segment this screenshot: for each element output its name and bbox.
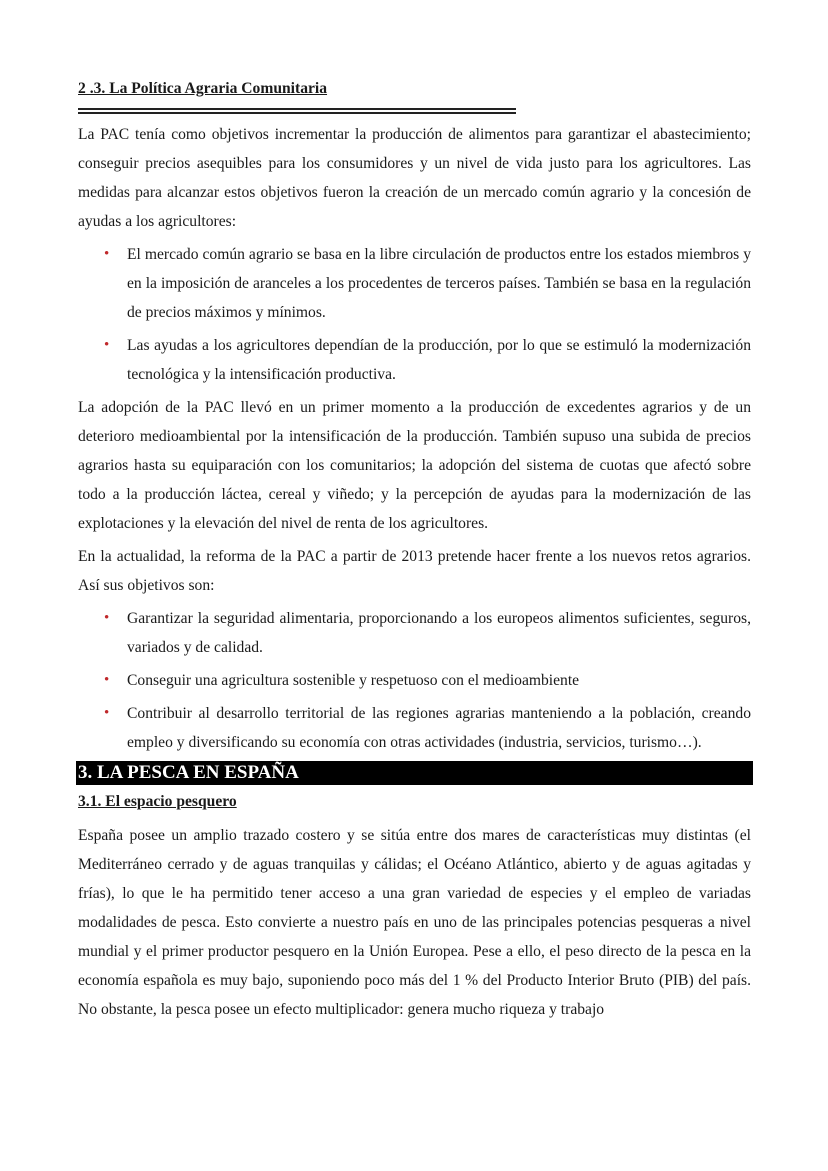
bullet-icon: • [104, 705, 110, 721]
bullet-icon: • [104, 337, 110, 353]
paragraph: En la actualidad, la reforma de la PAC a partir de 2013 pretende hacer frente a los nuevos retos agrarios. Así sus objetivos son: [78, 548, 751, 594]
list-item: • Contribuir al desarrollo territorial de las regiones agrarias manteniendo a la población, creando empleo y diversificando su economía con otras actividades (industria, servicios, turismo…). [78, 699, 751, 757]
section-heading-3-1: 3.1. El espacio pesquero [78, 793, 237, 810]
bullet-icon: • [104, 672, 110, 688]
bullet-list [78, 240, 751, 389]
paragraph: La adopción de la PAC llevó en un primer momento a la producción de excedentes agrarios y de un deterioro medioambiental por la intensificación de la producción. También supuso una subida de precios agrarios hasta su equiparación con los comunitarios; la adopción del sistema de cuotas que afectó sobre todo a la producción láctea, cereal y viñedo; y la percepción de ayudas para la modernización de las explotaciones y la elevación del nivel de renta de los agricultores. [78, 399, 751, 532]
section-heading-2-3: 2 .3. La Política Agraria Comunitaria [78, 80, 328, 97]
bullet-icon: • [104, 246, 110, 262]
list-item: • Conseguir una agricultura sostenible y respetuoso con el medioambiente [78, 666, 751, 695]
bullet-list [78, 604, 751, 757]
section-heading-3: 3. LA PESCA EN ESPAÑA [76, 761, 753, 785]
list-item: • Garantizar la seguridad alimentaria, proporcionando a los europeos alimentos suficientes, seguros, variados y de calidad. [78, 604, 751, 662]
list-item: • El mercado común agrario se basa en la libre circulación de productos entre los estados miembros y en la imposición de aranceles a los procedentes de terceros países. También se basa en la regulación de precios máximos y mínimos. [78, 240, 751, 327]
double-rule-divider [78, 108, 516, 114]
list-item: • Las ayudas a los agricultores dependían de la producción, por lo que se estimuló la modernización tecnológica y la intensificación productiva. [78, 331, 751, 389]
paragraph: España posee un amplio trazado costero y se sitúa entre dos mares de características muy distintas (el Mediterráneo cerrado y de aguas tranquilas y cálidas; el Océano Atlántico, abierto y de aguas agitadas y frías), lo que le ha permitido tener acceso a una gran variedad de especies y el empleo de variadas modalidades de pesca. Esto convierte a nuestro país en uno de las principales potencias pesqueras a nivel mundial y el primer productor pesquero en la Unión Europea. Pese a ello, el peso directo de la pesca en la economía española es muy bajo, suponiendo poco más del 1 % del Producto Interior Bruto (PIB) del país. No obstante, la pesca posee un efecto multiplicador: genera mucho riqueza y trabajo [78, 827, 751, 1018]
paragraph: La PAC tenía como objetivos incrementar la producción de alimentos para garantizar el abastecimiento; conseguir precios asequibles para los consumidores y un nivel de vida justo para los agricultores. Las medidas para alcanzar estos objetivos fueron la creación de un mercado común agrario y la concesión de ayudas a los agricultores: [78, 126, 751, 230]
bullet-icon: • [104, 610, 110, 626]
document-page [78, 76, 751, 1028]
